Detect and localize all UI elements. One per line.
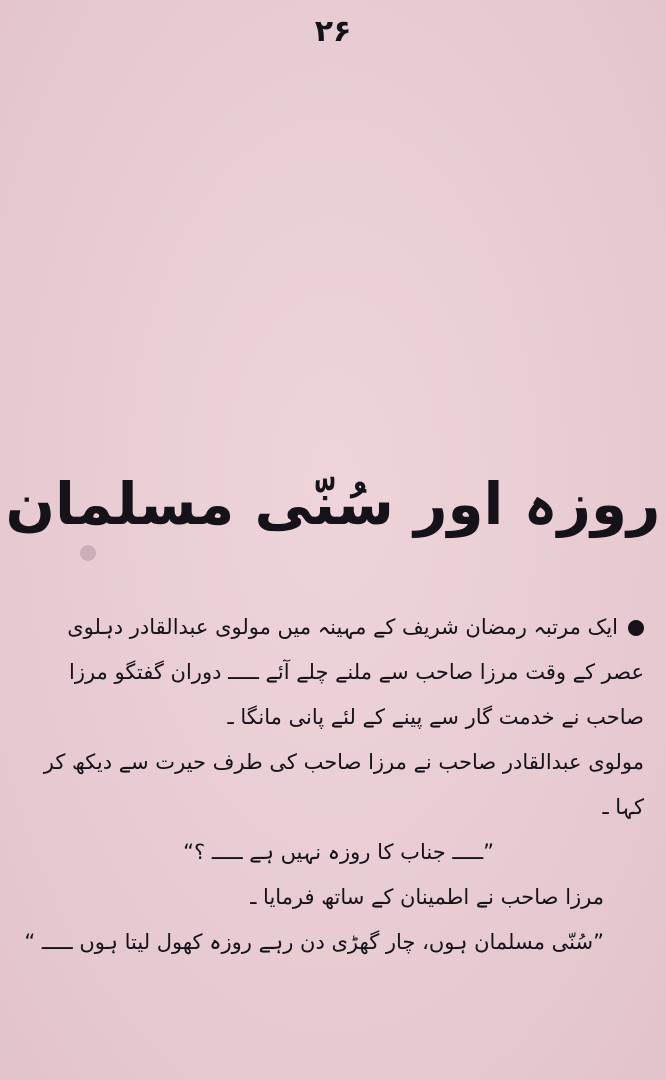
page-body — [22, 605, 644, 965]
dialogue-question: ”ـــــ جناب کا روزہ نہیں ہے ـــــ ؟“ — [183, 840, 494, 864]
paragraph-2: مولوی عبدالقادر صاحب نے مرزا صاحب کی طرف حیرت سے دیکھ کر کہا ـ — [43, 750, 644, 819]
dialogue-reply: ”سُنّی مسلمان ہوں، چار گھڑی دن رہے روزہ کھول لیتا ہوں ـــــ “ — [24, 930, 604, 954]
paragraph-3: مرزا صاحب نے اطمینان کے ساتھ فرمایا ـ — [250, 885, 604, 909]
paragraph-1-text: ایک مرتبہ رمضان شریف کے مہینہ میں مولوی عبدالقادر دہلوی عصر کے وقت مرزا صاحب سے ملنے چلے آئے ـــــ دوران گفتگو مرزا صاحب نے خدمت گار سے پینے کے لئے پانی مانگا ـ — [67, 615, 644, 729]
bleed-ink-spot — [80, 545, 96, 561]
page-number: ۲۶ — [314, 14, 352, 49]
page-title: روزہ اور سُنّی مسلمان — [5, 470, 661, 538]
bullet-icon — [628, 620, 644, 636]
paragraph-1 — [22, 605, 644, 740]
